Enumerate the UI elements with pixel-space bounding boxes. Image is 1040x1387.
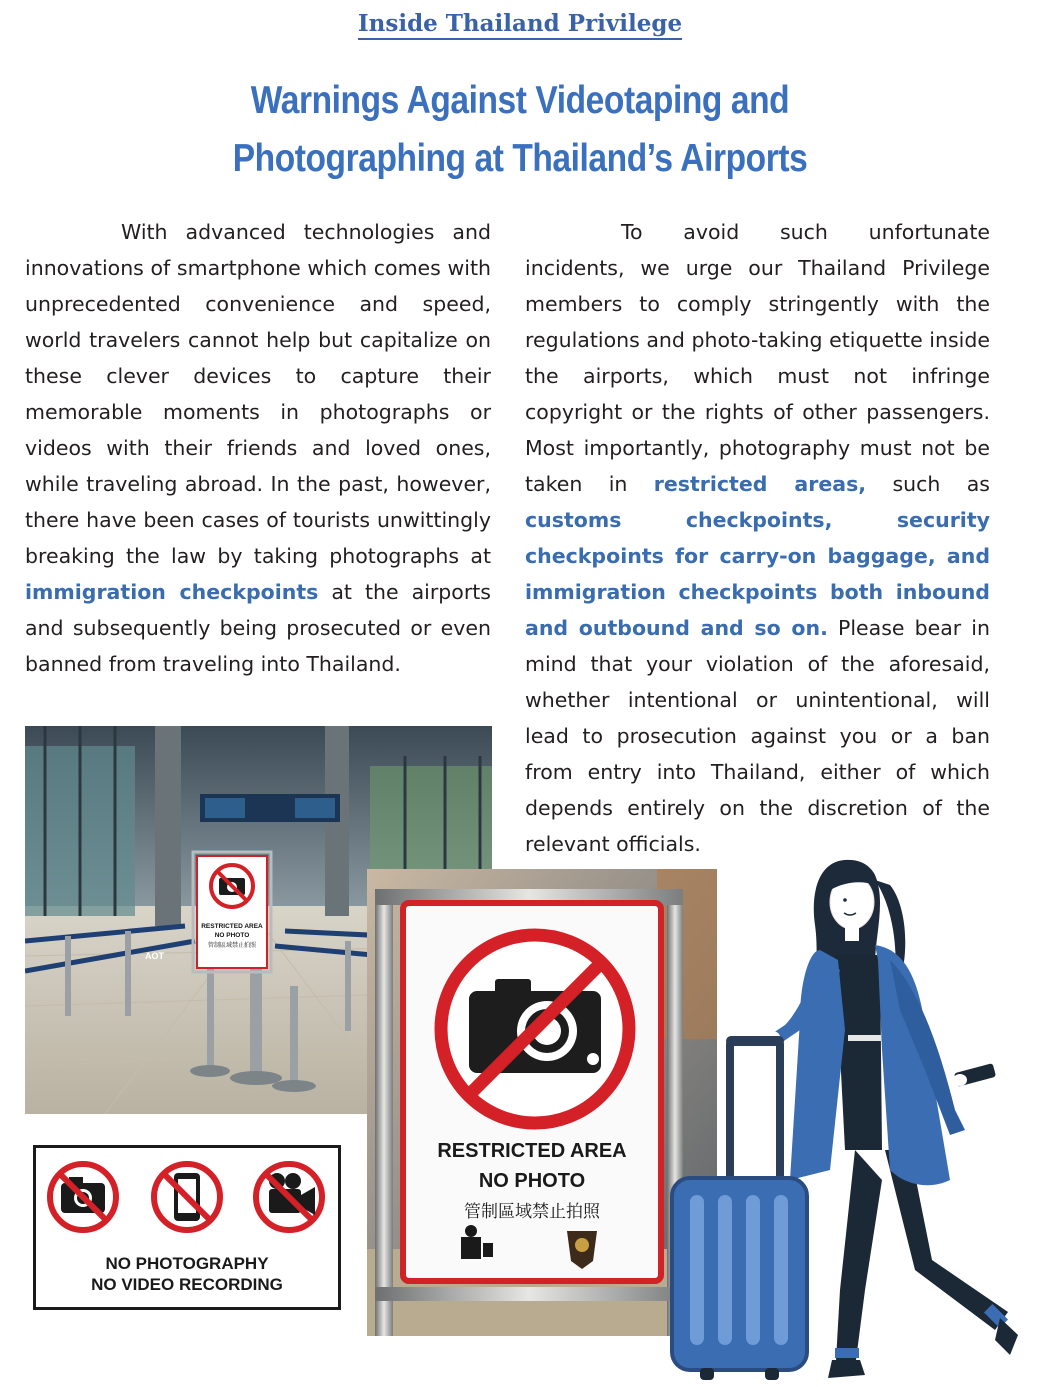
article-title bbox=[73, 72, 967, 188]
highlight-checkpoints: customs checkpoints, security checkpoints for carry-on baggage, and immigration checkpoints both inbound and outbound and so on. bbox=[525, 508, 990, 640]
right-column bbox=[525, 214, 990, 862]
big-sign-chinese: 管制區域禁止拍照 bbox=[464, 1202, 600, 1222]
notice-line1: NO PHOTOGRAPHY bbox=[105, 1254, 269, 1273]
highlight-immigration: immigration checkpoints bbox=[25, 580, 319, 604]
left-paragraph-end: at the airports and subsequently being prosecuted or even banned from traveling into Thailand. bbox=[25, 580, 491, 676]
traveler-illustration bbox=[660, 850, 1040, 1387]
section-kicker bbox=[0, 10, 1040, 37]
small-sign-line2: NO PHOTO bbox=[214, 932, 250, 939]
right-paragraph-text: To avoid such unfortunate incidents, we urge our Thailand Privilege members to comply stringently with the regulations and photo-taking etiquette inside the airports, which must not infringe copyright or the rights of other passengers. Most importantly, photography must not be taken in bbox=[525, 220, 990, 496]
stanchion-label-aot: AOT bbox=[145, 951, 164, 961]
big-sign-line1: RESTRICTED AREA bbox=[437, 1140, 627, 1162]
kicker-text: Inside Thailand Privilege bbox=[358, 10, 682, 40]
small-sign-chinese: 管制區域禁止拍照 bbox=[207, 942, 257, 949]
big-sign-line2: NO PHOTO bbox=[478, 1170, 586, 1192]
suitcase-icon bbox=[672, 1036, 807, 1380]
left-column bbox=[25, 214, 491, 682]
notice-line2: NO VIDEO RECORDING bbox=[91, 1275, 283, 1294]
small-sign-line1: RESTRICTED AREA bbox=[201, 923, 263, 930]
right-paragraph-end: Please bear in mind that your violation of the aforesaid, whether intentional or unintentional, will lead to prosecution against you or a ban from entry into Thailand, either of which depends entirely on the discretion of the relevant officials. bbox=[525, 616, 990, 856]
left-paragraph-text: With advanced technologies and innovations of smartphone which comes with unprecedented convenience and speed, world travelers cannot help but capitalize on these clever devices to capture their memorable moments in photographs or videos with their friends and loved ones, while traveling abroad. In the past, however, there have been cases of tourists unwittingly breaking the law by taking photographs at bbox=[25, 220, 491, 568]
title-line-2: Photographing at Thailand’s Airports bbox=[232, 137, 808, 180]
title-line-1: Warnings Against Videotaping and bbox=[250, 79, 790, 122]
notice-phone-icon bbox=[154, 1164, 220, 1230]
no-photography-notice bbox=[33, 1145, 341, 1310]
notice-video-camera-icon bbox=[256, 1164, 322, 1230]
notice-camera-icon bbox=[50, 1164, 116, 1230]
right-paragraph-mid: such as bbox=[892, 472, 990, 496]
highlight-restricted-areas: restricted areas, bbox=[653, 472, 867, 496]
